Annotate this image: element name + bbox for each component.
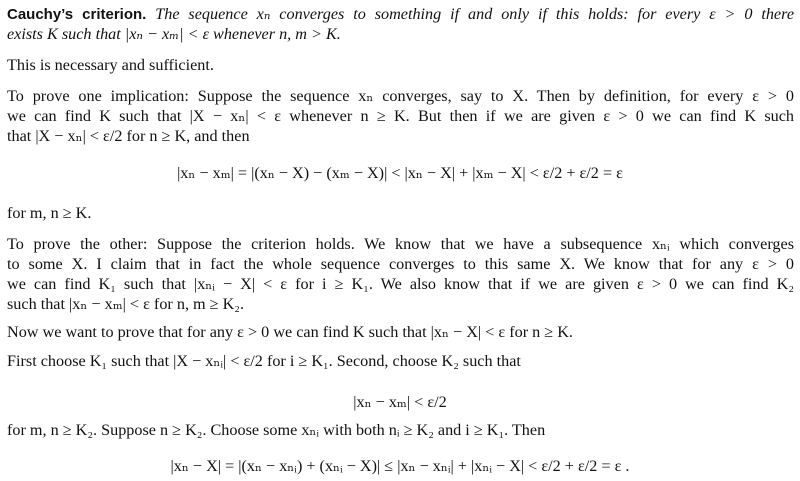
proof1-equation: |xₙ − xₘ| = |(xₙ − X) − (xₘ − X)| < |xₙ − X| + |xₘ − X| < ε/2 + ε/2 = ε <box>177 164 623 182</box>
proof2-line-4: such that |xₙ − xₘ| < ε for n, m ≥ K₂. <box>7 295 244 313</box>
proof1-line-1: To prove one implication: Suppose the sequence xₙ converges, say to X. Then by definition, for every ε > 0 <box>7 87 794 105</box>
proof2-equation-2: |xₙ − X| = |(xₙ − xₙᵢ) + (xₙᵢ − X)| ≤ |xₙ − xₙᵢ| + |xₙᵢ − X| < ε/2 + ε/2 = ε . <box>170 457 630 475</box>
necessary-paragraph: This is necessary and sufficient. <box>7 56 214 74</box>
proof1-line-2: we can find K such that |X − xₙ| < ε whenever n ≥ K. But then if we are given ε > 0 we can find K such <box>7 107 794 125</box>
theorem-line-2: exists K such that |xₙ − xₘ| < ε whenever n, m > K. <box>7 25 341 43</box>
proof2-line-1: To prove the other: Suppose the criterion holds. We know that we have a subsequence xₙᵢ which converges <box>7 235 794 253</box>
proof2-after-1: for m, n ≥ K₂. Suppose n ≥ K₂. Choose some xₙᵢ with both nᵢ ≥ K₂ and i ≥ K₁. Then <box>7 421 546 439</box>
proof2-choose: First choose K₁ such that |X − xₙᵢ| < ε/2 for i ≥ K₁. Second, choose K₂ such that <box>7 352 521 370</box>
proof2-goal: Now we want to prove that for any ε > 0 we can find K such that |xₙ − X| < ε for n ≥ K. <box>7 323 573 341</box>
proof2-equation-1: |xₙ − xₘ| < ε/2 <box>353 393 447 411</box>
theorem-title: Cauchy’s criterion. <box>7 6 147 23</box>
proof1-after: for m, n ≥ K. <box>7 204 92 222</box>
theorem-statement: The sequence xₙ converges to something if and only if this holds: for every ε > 0 there <box>155 5 794 23</box>
proof2-line-2: to some X. I claim that in fact the whole sequence converges to this same X. We know that for any ε > 0 <box>7 255 794 273</box>
proof1-line-3: that |X − xₙ| < ε/2 for n ≥ K, and then <box>7 127 250 145</box>
proof2-line-3: we can find K₁ such that |xₙᵢ − X| < ε for i ≥ K₁. We also know that if we are given ε > 0 we can find K₂ <box>7 275 794 293</box>
theorem-line-1 <box>7 4 794 25</box>
